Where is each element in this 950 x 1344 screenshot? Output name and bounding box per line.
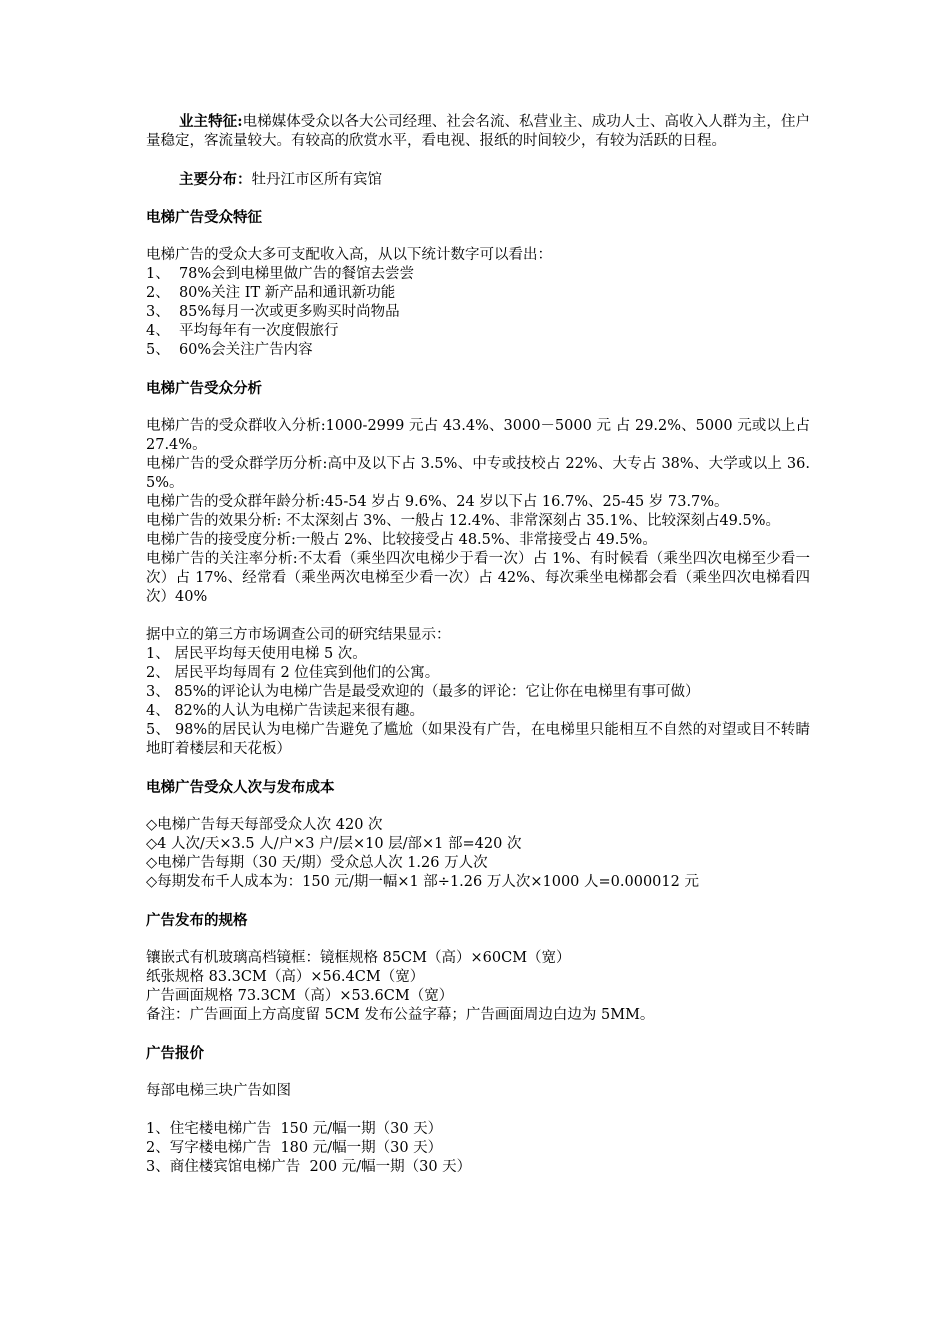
- distribution-text: 牡丹江市区所有宾馆: [251, 172, 382, 188]
- pricing-intro: 每部电梯三块广告如图: [146, 1083, 291, 1099]
- analysis-paragraph: 电梯广告的受众群学历分析:高中及以下占 3.5%、中专或技校占 22%、大专占 38%、大学或以上 36.5%。: [146, 456, 810, 491]
- list-item: 5、 98%的居民认为电梯广告避免了尴尬（如果没有广告，在电梯里只能相互不自然的对望或目不转睛地盯着楼层和天花板）: [146, 722, 810, 757]
- list-item: 4、 82%的人认为电梯广告读起来很有趣。: [146, 703, 425, 719]
- section-title-audience-features: 电梯广告受众特征: [146, 209, 262, 226]
- document-page: [146, 112, 810, 1177]
- list-item: ◇每期发布千人成本为：150 元/期一幅×1 部÷1.26 万人次×1000 人=0.000012 元: [146, 874, 699, 890]
- list-item: ◇电梯广告每期（30 天/期）受众总人次 1.26 万人次: [146, 855, 488, 871]
- analysis-paragraph: 电梯广告的效果分析: 不太深刻占 3%、一般占 12.4%、非常深刻占 35.1%、比较深刻占49.5%。: [146, 513, 781, 529]
- audience-features-intro: 电梯广告的受众大多可支配收入高，从以下统计数字可以看出：: [146, 247, 552, 263]
- list-item: 2、写字楼电梯广告 180 元/幅一期（30 天）: [146, 1140, 443, 1156]
- list-item: 镶嵌式有机玻璃高档镜框：镜框规格 85CM（高）×60CM（宽）: [146, 950, 571, 966]
- list-item: 1、住宅楼电梯广告 150 元/幅一期（30 天）: [146, 1121, 443, 1137]
- list-item: 1、 居民平均每天使用电梯 5 次。: [146, 646, 367, 662]
- analysis-paragraph: 电梯广告的接受度分析:一般占 2%、比较接受占 48.5%、非常接受占 49.5%。: [146, 532, 657, 548]
- section-title-reach-and-cost: 电梯广告受众人次与发布成本: [146, 779, 335, 796]
- survey-intro: 据中立的第三方市场调查公司的研究结果显示：: [146, 627, 451, 643]
- list-item: 5、 60%会关注广告内容: [146, 342, 313, 358]
- distribution-paragraph: [146, 170, 810, 189]
- analysis-paragraph: 电梯广告的关注率分析:不太看（乘坐四次电梯少于看一次）占 1%、有时候看（乘坐四次电梯至少看一次）占 17%、经常看（乘坐两次电梯至少看一次）占 42%、每次乘坐电梯都会看（乘坐四次电梯看四次）40%: [146, 551, 810, 605]
- section-title-audience-analysis: 电梯广告受众分析: [146, 380, 262, 397]
- section-title-specifications: 广告发布的规格: [146, 912, 248, 929]
- distribution-label: 主要分布：: [179, 171, 252, 188]
- list-item: 3、 85%每月一次或更多购买时尚物品: [146, 304, 400, 320]
- list-item: 4、 平均每年有一次度假旅行: [146, 323, 339, 339]
- list-item: 备注：广告画面上方高度留 5CM 发布公益字幕；广告画面周边白边为 5MM。: [146, 1007, 655, 1023]
- list-item: 2、 80%关注 IT 新产品和通讯新功能: [146, 285, 396, 301]
- list-item: 1、 78%会到电梯里做广告的餐馆去尝尝: [146, 266, 415, 282]
- owner-label: 业主特征:: [179, 113, 243, 130]
- owner-text: 电梯媒体受众以各大公司经理、社会名流、私营业主、成功人士、高收入人群为主，住户量稳定，客流量较大。有较高的欣赏水平，看电视、报纸的时间较少，有较为活跃的日程。: [146, 114, 811, 149]
- analysis-paragraph: 电梯广告的受众群年龄分析:45-54 岁占 9.6%、24 岁以下占 16.7%、25-45 岁 73.7%。: [146, 494, 729, 510]
- analysis-paragraph: 电梯广告的受众群收入分析:1000-2999 元占 43.4%、3000－5000 元 占 29.2%、5000 元或以上占 27.4%。: [146, 418, 810, 453]
- section-title-pricing: 广告报价: [146, 1045, 204, 1062]
- owner-paragraph: [146, 112, 810, 151]
- list-item: 2、 居民平均每周有 2 位佳宾到他们的公寓。: [146, 665, 440, 681]
- list-item: 3、商住楼宾馆电梯广告 200 元/幅一期（30 天）: [146, 1159, 472, 1175]
- list-item: ◇4 人次/天×3.5 人/户×3 户/层×10 层/部×1 部=420 次: [146, 836, 522, 852]
- list-item: ◇电梯广告每天每部受众人次 420 次: [146, 817, 383, 833]
- list-item: 广告画面规格 73.3CM（高）×53.6CM（宽）: [146, 988, 454, 1004]
- list-item: 纸张规格 83.3CM（高）×56.4CM（宽）: [146, 969, 425, 985]
- list-item: 3、 85%的评论认为电梯广告是最受欢迎的（最多的评论：它让你在电梯里有事可做）: [146, 684, 700, 700]
